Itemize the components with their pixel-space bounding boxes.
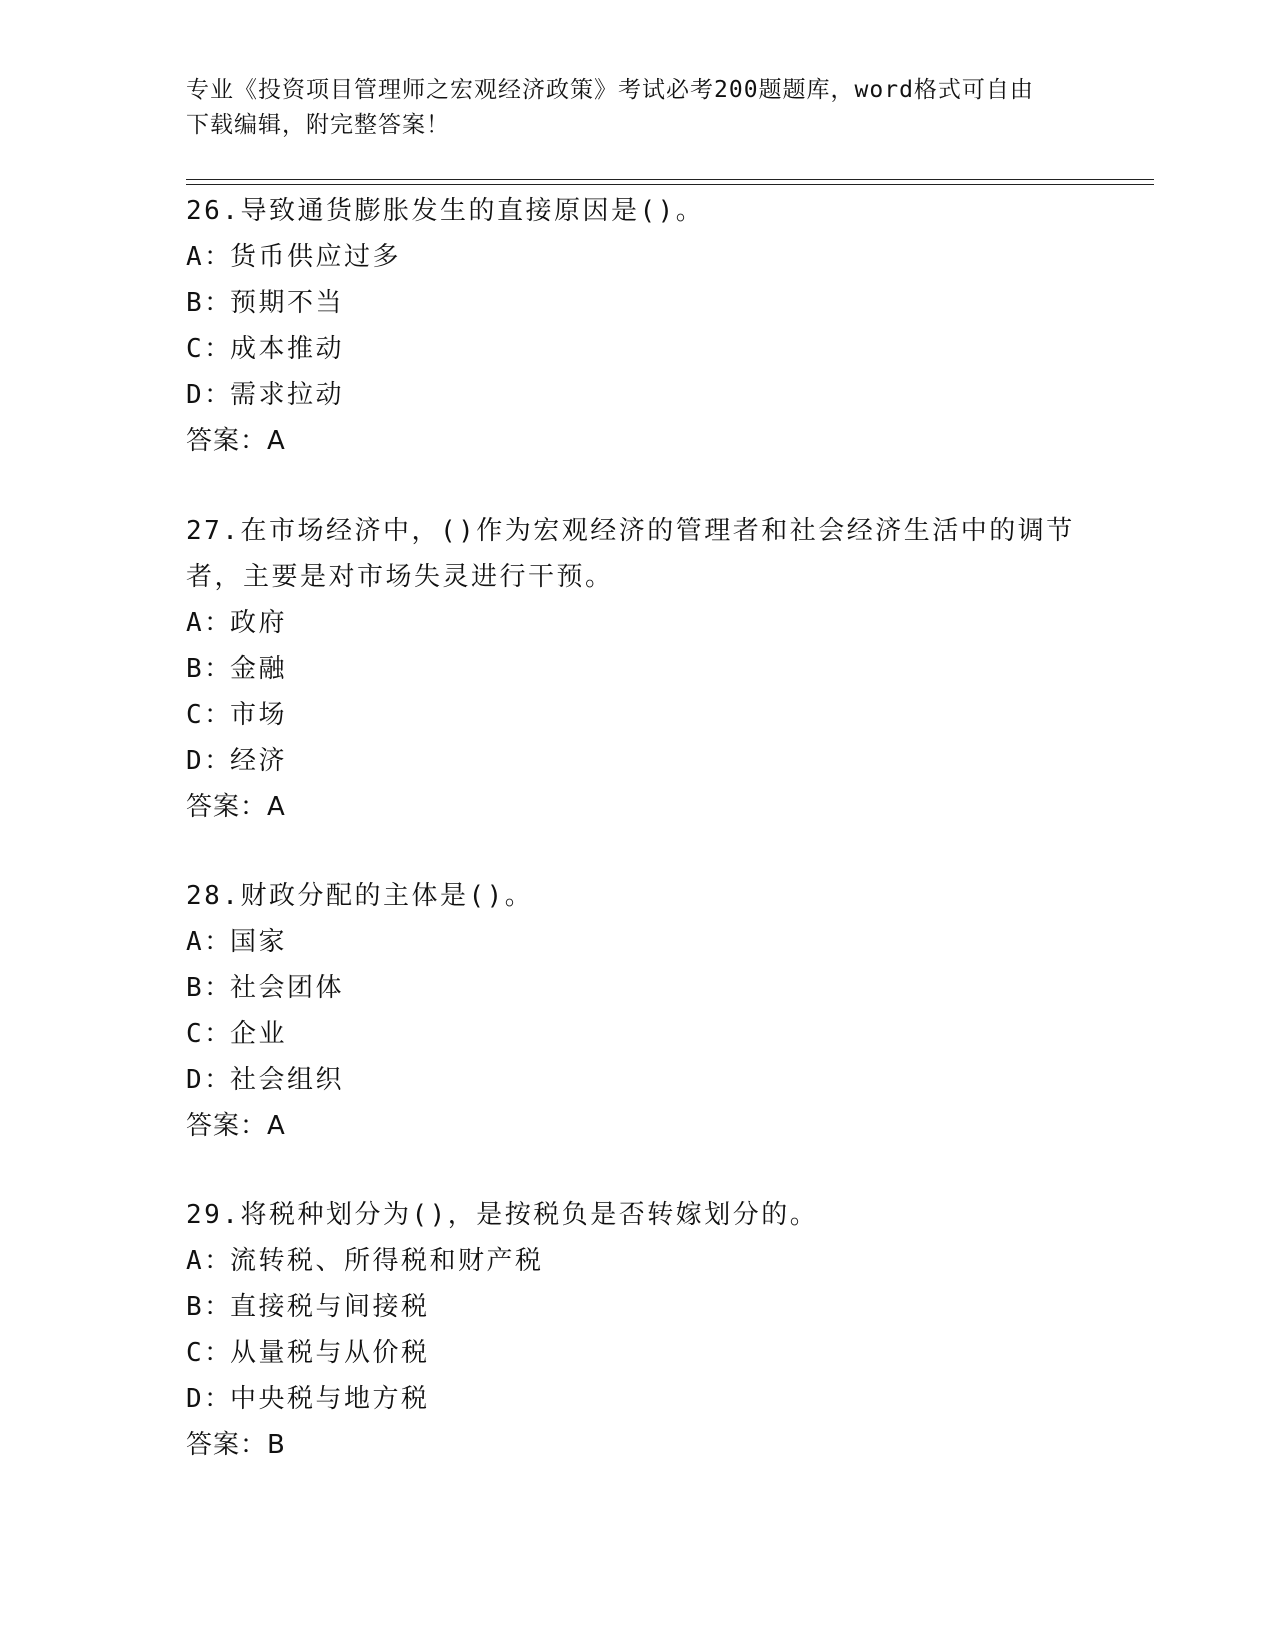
option-text: 成本推动 (230, 334, 345, 364)
answer-line: 答案：A (186, 426, 286, 456)
option-key: C： (186, 334, 233, 364)
option-b (186, 280, 1086, 326)
option-text: 政府 (230, 608, 288, 638)
header-line-1: 专业《投资项目管理师之宏观经济政策》考试必考200题题库，word格式可自由 (186, 77, 1034, 103)
question-29 (186, 1192, 1086, 1468)
option-key: B： (186, 654, 233, 684)
option-a (186, 234, 1086, 280)
option-text: 货币供应过多 (230, 242, 402, 272)
option-c (186, 1011, 1086, 1057)
header-divider-top (186, 179, 1154, 180)
option-text: 社会组织 (230, 1065, 345, 1095)
option-text: 金融 (230, 654, 288, 684)
option-a (186, 1238, 1086, 1284)
option-text: 预期不当 (230, 288, 345, 318)
option-key: A： (186, 608, 233, 638)
option-b (186, 965, 1086, 1011)
option-key: D： (186, 380, 233, 410)
question-stem: 26.导致通货膨胀发生的直接原因是()。 (186, 196, 705, 226)
option-key: B： (186, 288, 233, 318)
option-text: 国家 (230, 927, 288, 957)
option-text: 社会团体 (230, 973, 345, 1003)
option-c (186, 326, 1086, 372)
option-c (186, 692, 1086, 738)
answer-line: 答案：A (186, 1111, 286, 1141)
option-key: A： (186, 242, 233, 272)
option-key: C： (186, 1019, 233, 1049)
option-key: D： (186, 746, 233, 776)
option-key: D： (186, 1384, 233, 1414)
option-text: 直接税与间接税 (230, 1292, 430, 1322)
option-d (186, 372, 1086, 418)
header-line-2: 下载编辑，附完整答案！ (186, 112, 450, 138)
option-d (186, 1376, 1086, 1422)
option-key: B： (186, 1292, 233, 1322)
option-c (186, 1330, 1086, 1376)
option-b (186, 646, 1086, 692)
option-key: D： (186, 1065, 233, 1095)
option-key: A： (186, 1246, 233, 1276)
option-a (186, 919, 1086, 965)
answer-line: 答案：B (186, 1430, 286, 1460)
option-key: C： (186, 1338, 233, 1368)
option-text: 市场 (230, 700, 288, 730)
answer-line: 答案：A (186, 792, 286, 822)
header-divider-bottom (186, 184, 1154, 185)
question-stem: 28.财政分配的主体是()。 (186, 881, 534, 911)
option-b (186, 1284, 1086, 1330)
option-text: 从量税与从价税 (230, 1338, 430, 1368)
question-26 (186, 188, 1086, 464)
option-d (186, 738, 1086, 784)
option-text: 企业 (230, 1019, 288, 1049)
option-a (186, 600, 1086, 646)
option-text: 需求拉动 (230, 380, 345, 410)
question-28 (186, 873, 1086, 1149)
question-stem: 27.在市场经济中，()作为宏观经济的管理者和社会经济生活中的调节者，主要是对市场失灵进行干预。 (186, 516, 1075, 592)
option-text: 经济 (230, 746, 288, 776)
option-key: C： (186, 700, 233, 730)
option-key: A： (186, 927, 233, 957)
option-text: 中央税与地方税 (230, 1384, 430, 1414)
document-header (186, 73, 1086, 143)
question-27 (186, 508, 1086, 830)
option-text: 流转税、所得税和财产税 (230, 1246, 544, 1276)
question-stem: 29.将税种划分为()，是按税负是否转嫁划分的。 (186, 1200, 819, 1230)
option-key: B： (186, 973, 233, 1003)
option-d (186, 1057, 1086, 1103)
